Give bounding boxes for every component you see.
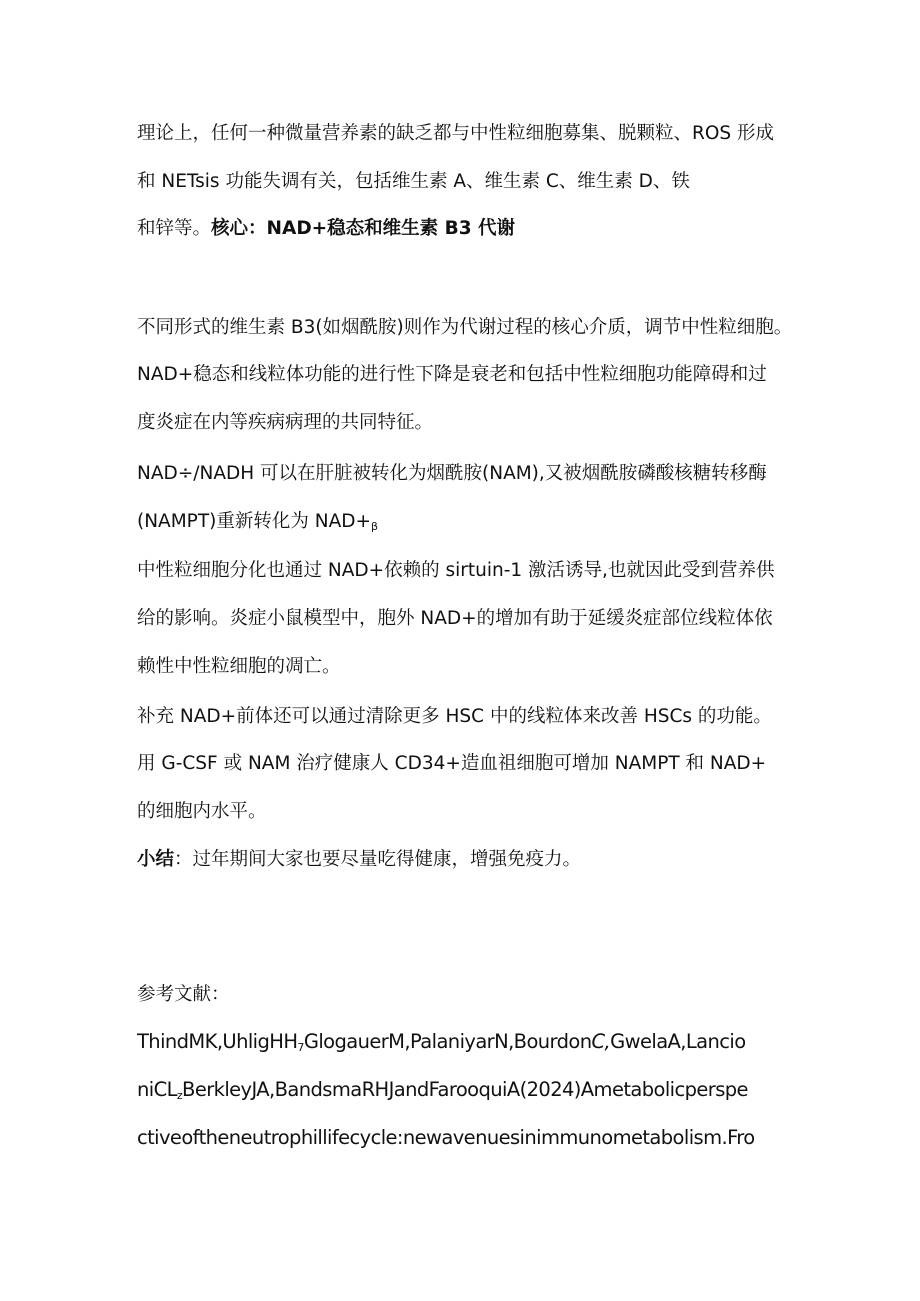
reference-line-2 [137, 1078, 748, 1108]
reference-line-2-b: BerkleyJA,BandsmaRHJandFarooquiA(2024)Ametabolicperspe [182, 1078, 748, 1101]
intro-line-3-text: 和锌等。 [137, 218, 212, 239]
reference-line-1 [137, 1030, 746, 1060]
summary-text: ：过年期间大家也要尽量吃得健康，增强免疫力。 [174, 849, 582, 870]
reference-line-3: ctiveoftheneutrophillifecycle:newavenuesinimmunometabolism.Fro [137, 1126, 755, 1149]
reference-line-1-sub: 7 [297, 1041, 304, 1054]
reference-line-1-a: ThindMK,UhligHH [137, 1030, 298, 1053]
references-heading: 参考文献： [137, 984, 230, 1005]
reference-line-1-italic: C, [591, 1030, 611, 1053]
paragraph-sirtuin-line-2: 给的影响。炎症小鼠模型中，胞外 NAD+的增加有助于延缓炎症部位线粒体依 [137, 608, 773, 629]
paragraph-sirtuin-line-1: 中性粒细胞分化也通过 NAD+依赖的 sirtuin-1 激活诱导,也就因此受到营养供 [137, 560, 775, 581]
reference-line-1-c: GwelaA,Lancio [610, 1030, 746, 1053]
paragraph-gcsf-line-2: 的细胞内水平。 [137, 801, 267, 822]
intro-line-2: 和 NETsis 功能失调有关，包括维生素 A、维生素 C、维生素 D、铁 [137, 171, 690, 192]
paragraph-nadh-line-2 [137, 510, 378, 539]
paragraph-hsc: 补充 NAD+前体还可以通过清除更多 HSC 中的线粒体来改善 HSCs 的功能。 [137, 706, 772, 727]
reference-line-2-sub: z [176, 1089, 183, 1102]
reference-line-1-b: GlogauerM,PalaniyarN,Bourdon [303, 1030, 592, 1053]
summary-label: 小结 [137, 849, 175, 870]
paragraph-nad-decline-line-1: NAD+稳态和线粒体功能的进行性下降是衰老和包括中性粒细胞功能障碍和过 [137, 364, 767, 385]
paragraph-gcsf-line-1: 用 G-CSF 或 NAM 治疗健康人 CD34+造血祖细胞可增加 NAMPT 和 NAD+ [137, 753, 767, 774]
intro-line-1: 理论上，任何一种微量营养素的缺乏都与中性粒细胞募集、脱颗粒、ROS 形成 [137, 123, 775, 144]
paragraph-sirtuin-line-3: 赖性中性粒细胞的凋亡。 [137, 656, 341, 677]
paragraph-vitamin-b3: 不同形式的维生素 B3(如烟酰胺)则作为代谢过程的核心介质，调节中性粒细胞。 [137, 317, 793, 338]
intro-line-3 [137, 217, 515, 241]
summary [137, 848, 581, 872]
reference-line-2-a: niCL [137, 1078, 177, 1101]
paragraph-nadh-line-1: NAD÷∕NADH 可以在肝脏被转化为烟酰胺(NAM),又被烟酰胺磷酸核糖转移酶 [137, 463, 767, 484]
paragraph-nadh-line-2-text: (NAMPT)重新转化为 NAD+ [137, 511, 371, 532]
beta-subscript: β [370, 520, 379, 533]
core-heading: 核心：NAD+稳态和维生素 B3 代谢 [211, 218, 516, 239]
paragraph-nad-decline-line-2: 度炎症在内等疾病病理的共同特征。 [137, 412, 434, 433]
